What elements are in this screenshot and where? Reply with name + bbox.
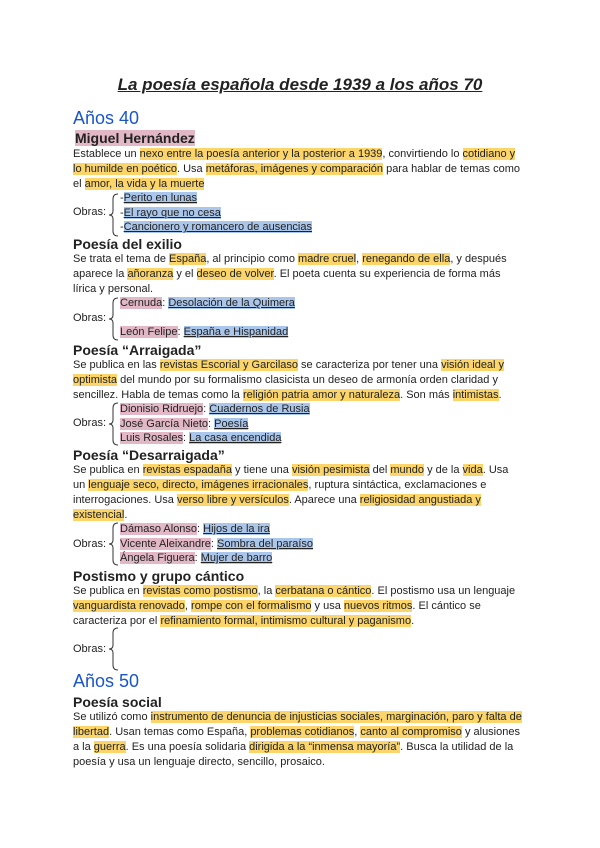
text-run: revistas espadaña	[142, 464, 232, 476]
text-run: :	[194, 552, 201, 564]
obras-label: Obras:	[73, 312, 107, 324]
text-run: religiosidad angustiada y existencial	[73, 494, 481, 521]
obra-item	[120, 220, 312, 235]
section-heading-desarraigada: Poesía “Desarraigada”	[73, 447, 225, 463]
author-name: Dámaso Alonso	[120, 523, 198, 535]
text-run: del mundo por su formalismo clasicista un deseo de armonía orden claridad y sencillez. Habla de temas como la	[73, 374, 498, 401]
text-run: . Usa	[176, 163, 206, 175]
author-name: Luis Rosales	[120, 432, 183, 444]
text-run: :	[177, 325, 184, 338]
work-title-link[interactable]: España e Hispanidad	[183, 325, 289, 338]
text-run: y usa	[311, 600, 344, 612]
text-run: , al principio como	[206, 253, 299, 265]
text-run: revistas como postismo	[142, 585, 258, 597]
text-run: nuevos ritmos	[343, 600, 413, 612]
author-name: Cernuda	[120, 297, 163, 309]
author-name: Dionisio Ridruejo	[120, 403, 204, 415]
paragraph-exilio	[73, 252, 523, 297]
text-run: . Es una poesía solidaria	[125, 741, 250, 753]
text-run: , ruptura sintáctica, exclamaciones e interrogaciones. Usa	[73, 479, 487, 506]
obras-label: Obras:	[73, 538, 107, 550]
text-run: .	[498, 389, 502, 401]
obra-item	[120, 431, 310, 446]
text-run: . El poeta cuenta su experiencia de forma más lírica y personal.	[73, 268, 501, 295]
text-run: y alusiones a la	[73, 726, 520, 753]
text-run: . El postismo usa un lenguaje	[371, 585, 516, 597]
text-run: vanguardista renovado	[73, 600, 185, 612]
text-run: ,	[356, 253, 363, 265]
obra-item	[120, 296, 295, 311]
text-run: visión pesimista	[291, 464, 370, 476]
work-title-link[interactable]: Cuadernos de Rusia	[209, 403, 310, 415]
work-title-link[interactable]: Poesía	[214, 417, 249, 430]
text-run: , la	[257, 585, 276, 597]
text-run: y el	[173, 268, 197, 280]
text-run: visión ideal y optimista	[73, 359, 505, 386]
decade-heading-40: Años 40	[73, 108, 140, 128]
text-run: :	[197, 523, 204, 535]
author-name: José García Nieto	[120, 417, 209, 430]
text-run: deseo de volver	[196, 268, 274, 280]
text-run: .	[124, 509, 128, 521]
text-run: nexo entre la poesía anterior y la posterior a 1939	[139, 148, 383, 160]
obra-item	[120, 191, 312, 206]
text-run: . Busca la utilidad de la poesía y usa un lenguaje directo, sencillo, prosaico.	[73, 741, 514, 768]
text-run: añoranza	[127, 268, 174, 280]
obras-label: Obras:	[73, 643, 107, 655]
text-run: Establece un	[73, 148, 140, 160]
obras-list-desarraigada	[120, 522, 313, 566]
obras-label: Obras:	[73, 206, 107, 218]
text-run: . Usa un	[73, 464, 509, 491]
text-run: amor, la vida y la muerte	[84, 178, 205, 190]
work-title-link[interactable]: Perito en lunas	[123, 192, 198, 204]
work-title-link[interactable]: Sombra del paraíso	[217, 537, 314, 550]
obra-item	[120, 417, 310, 432]
text-run: ,	[184, 600, 192, 612]
obras-label: Obras:	[73, 417, 107, 429]
document-title: La poesía española desde 1939 a los años 70	[117, 75, 483, 94]
work-title-link[interactable]: La casa encendida	[189, 432, 282, 444]
text-run: renegando de ella	[362, 253, 451, 265]
text-run: revistas Escorial y Garcilaso	[159, 359, 298, 371]
paragraph-arraigada	[73, 358, 523, 403]
text-run: , convirtiendo lo	[382, 148, 463, 160]
paragraph-desarraigada	[73, 463, 523, 523]
text-run: vida	[462, 464, 483, 476]
text-run: se caracteriza por tener una	[298, 359, 442, 371]
text-run: mundo	[390, 464, 425, 476]
work-title-link[interactable]: El rayo que no cesa	[123, 206, 221, 219]
text-run: :	[203, 403, 210, 415]
text-run: religión patria amor y naturaleza	[242, 389, 401, 401]
text-run: , y después aparece la	[73, 253, 507, 280]
text-run: . El cántico se caracteriza por el	[73, 600, 481, 627]
work-title-link[interactable]: Mujer de barro	[200, 552, 273, 564]
text-run: -	[120, 206, 124, 219]
obra-item	[120, 551, 313, 566]
obra-item	[120, 537, 313, 552]
text-run: y de la	[424, 464, 463, 476]
paragraph-miguel-hernandez	[73, 147, 523, 192]
obra-item	[120, 206, 312, 221]
text-run: cotidiano y lo humilde en poético	[73, 148, 516, 175]
text-run: . Son más	[400, 389, 453, 401]
text-run: . Usan temas como España,	[109, 726, 251, 738]
text-run: madre cruel	[298, 253, 357, 265]
obras-list-miguel	[120, 191, 312, 235]
text-run: cerbatana o cántico	[275, 585, 372, 597]
brace-icon	[108, 627, 120, 671]
brace-icon	[108, 522, 120, 566]
text-run: dirigida a la “inmensa mayoría”	[249, 741, 401, 753]
text-run: Se utilizó como	[73, 711, 151, 723]
text-run: instrumento de denuncia de injusticias sociales, marginación, paro y falta de libertad	[73, 711, 522, 738]
text-run: Se trata el tema de	[73, 253, 169, 265]
work-title-link[interactable]: Hijos de la ira	[203, 523, 270, 535]
author-name: Vicente Aleixandre	[120, 537, 211, 550]
text-run: .	[411, 615, 415, 627]
section-heading-miguel-hernandez: Miguel Hernández	[75, 130, 195, 146]
work-title-link[interactable]: Desolación de la Quimera	[168, 297, 295, 309]
text-run: . Aparece una	[288, 494, 360, 506]
brace-icon	[108, 297, 120, 341]
brace-icon	[108, 402, 120, 446]
text-run: canto al compromiso	[360, 726, 462, 738]
paragraph-poesia-social	[73, 710, 523, 770]
text-run: Se publica en las	[73, 359, 160, 371]
text-run: ,	[354, 726, 361, 738]
text-run: lenguaje seco, directo, imágenes irracionales	[88, 479, 309, 491]
text-run: verso libre y versículos	[176, 494, 289, 506]
text-run: Se publica en	[73, 585, 143, 597]
section-heading-postismo: Postismo y grupo cántico	[73, 568, 245, 584]
author-name: León Felipe	[120, 325, 178, 338]
obras-list-exilio	[120, 296, 295, 339]
text-run: España	[169, 253, 207, 265]
obra-item	[120, 522, 313, 537]
text-run: metáforas, imágenes y comparación	[205, 163, 384, 175]
text-run: -	[120, 221, 124, 233]
obra-item	[120, 325, 295, 340]
work-title-link[interactable]: Cancionero y romancero de ausencias	[123, 221, 312, 233]
text-run: Se publica en	[73, 464, 143, 476]
text-run: para hablar de temas como el	[73, 163, 520, 190]
text-run: problemas cotidianos	[250, 726, 355, 738]
text-run: refinamiento formal, intimismo cultural y paganismo	[160, 615, 412, 627]
text-run: :	[210, 537, 218, 550]
decade-heading-50: Años 50	[73, 671, 140, 691]
text-run: del	[369, 464, 391, 476]
text-run: rompe con el formalismo	[191, 600, 312, 612]
text-run: guerra	[93, 741, 126, 753]
section-heading-exilio: Poesía del exilio	[73, 236, 182, 252]
author-name: Ángela Figuera	[120, 552, 195, 564]
paragraph-postismo	[73, 584, 523, 629]
text-run: :	[162, 297, 169, 309]
text-run: y tiene una	[232, 464, 292, 476]
section-heading-poesia-social: Poesía social	[73, 694, 162, 710]
obra-item	[120, 402, 310, 417]
obras-list-arraigada	[120, 402, 310, 446]
brace-icon	[108, 193, 120, 237]
section-heading-arraigada: Poesía “Arraigada”	[73, 342, 202, 358]
text-run: :	[208, 417, 215, 430]
text-run: :	[182, 432, 190, 444]
text-run: intimistas	[452, 389, 499, 401]
text-run: -	[120, 192, 124, 204]
